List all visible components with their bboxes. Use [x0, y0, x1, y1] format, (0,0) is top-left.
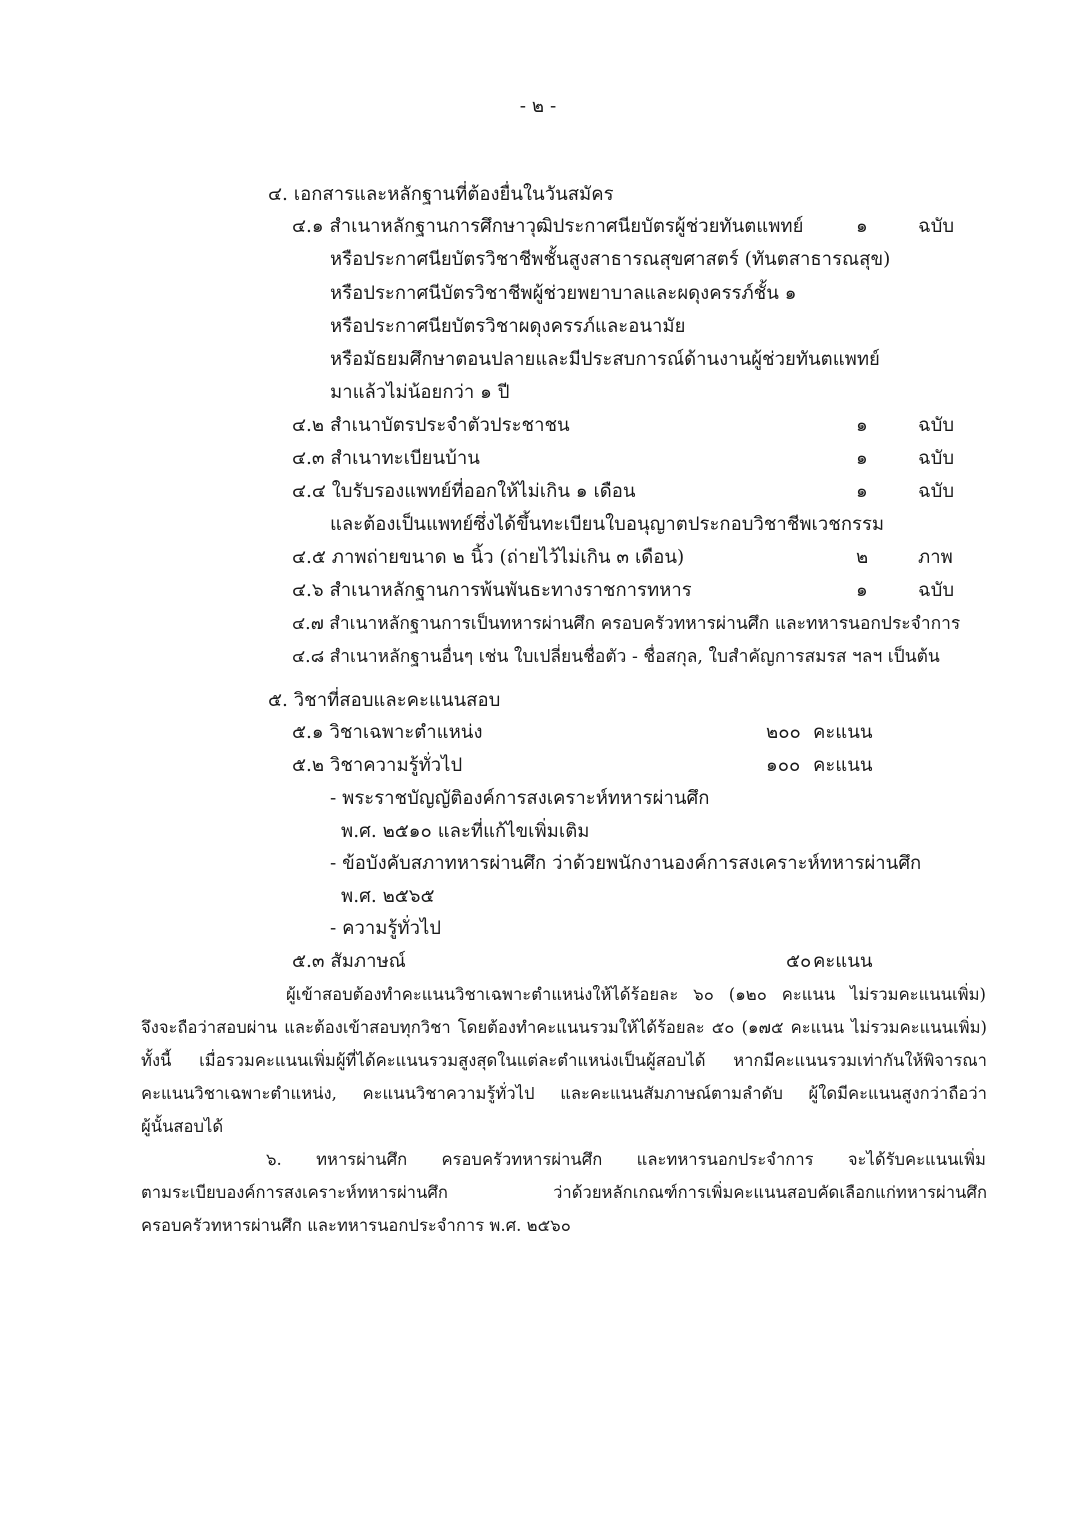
item-5-1-unit: คะแนน [813, 722, 873, 743]
item-5-3-unit: คะแนน [813, 951, 873, 972]
paragraph-line-2: จึงจะถือว่าสอบผ่าน และต้องเข้าสอบทุกวิชา โดยต้องทำคะแนนรวมให้ได้ร้อยละ ๕๐ (๑๗๕ คะแนน ไม่รวมคะแนนเพิ่ม) [141, 1018, 987, 1037]
item-4-1-sub-5: มาแล้วไม่น้อยกว่า ๑ ปี [330, 382, 510, 403]
item-4-6-qty: ๑ [856, 580, 868, 601]
item-4-7-label: ๔.๗ สำเนาหลักฐานการเป็นทหารผ่านศึก ครอบครัวทหารผ่านศึก และทหารนอกประจำการ [292, 614, 961, 634]
item-4-3-qty: ๑ [856, 448, 868, 469]
item-5-2-score: ๑๐๐ [766, 755, 801, 776]
item-4-5-unit: ภาพ [918, 547, 953, 568]
item-4-5-label: ๔.๕ ภาพถ่ายขนาด ๒ นิ้ว (ถ่ายไว้ไม่เกิน ๓ เดือน) [292, 547, 685, 568]
section-5-heading: ๕. วิชาที่สอบและคะแนนสอบ [268, 690, 501, 711]
section-4-heading: ๔. เอกสารและหลักฐานที่ต้องยื่นในวันสมัคร [268, 184, 614, 205]
item-5-2-bullet-3: - ความรู้ทั่วไป [330, 918, 442, 939]
paragraph-line-3: ทั้งนี้ เมื่อรวมคะแนนเพิ่มผู้ที่ได้คะแนนรวมสูงสุดในแต่ละตำแหน่งเป็นผู้สอบได้ หากมีคะแนนรวมเท่ากันให้พิจารณา [141, 1051, 987, 1070]
item-5-2-label: ๕.๒ วิชาความรู้ทั่วไป [292, 755, 463, 776]
item-4-3-label: ๔.๓ สำเนาทะเบียนบ้าน [292, 448, 480, 469]
item-5-2-bullet-1: - พระราชบัญญัติองค์การสงเคราะห์ทหารผ่านศึก [330, 788, 710, 809]
item-4-1-qty: ๑ [856, 216, 868, 237]
item-4-1-label: ๔.๑ สำเนาหลักฐานการศึกษาวุฒิประกาศนียบัตรผู้ช่วยทันตแพทย์ [292, 216, 804, 237]
item-5-3-label: ๕.๓ สัมภาษณ์ [292, 951, 406, 972]
item-4-1-sub-1: หรือประกาศนียบัตรวิชาชีพชั้นสูงสาธารณสุขศาสตร์ (ทันตสาธารณสุข) [330, 249, 891, 270]
item-4-6-label: ๔.๖ สำเนาหลักฐานการพ้นพันธะทางราชการทหาร [292, 580, 692, 601]
item-4-6-unit: ฉบับ [918, 580, 955, 601]
item-4-4-qty: ๑ [856, 481, 868, 502]
item-4-4-unit: ฉบับ [918, 481, 955, 502]
item-4-1-sub-2: หรือประกาศนีบัตรวิชาชีพผู้ช่วยพยาบาลและผดุงครรภ์ชั้น ๑ [330, 283, 797, 304]
item-5-1-score: ๒๐๐ [766, 722, 801, 743]
section-6-line-3: ครอบครัวทหารผ่านศึก และทหารนอกประจำการ พ.ศ. ๒๕๖๐ [141, 1216, 571, 1235]
item-4-2-qty: ๑ [856, 415, 868, 436]
item-4-8-label: ๔.๘ สำเนาหลักฐานอื่นๆ เช่น ใบเปลี่ยนชื่อตัว - ชื่อสกุล, ใบสำคัญการสมรส ฯลฯ เป็นต้น [292, 647, 940, 667]
paragraph-line-5: ผู้นั้นสอบได้ [141, 1117, 224, 1136]
section-6-line-2: ตามระเบียบองค์การสงเคราะห์ทหารผ่านศึก ว่าด้วยหลักเกณฑ์การเพิ่มคะแนนสอบคัดเลือกแก่ทหารผ่านศึก [141, 1183, 987, 1202]
page-number: - ๒ - [519, 96, 557, 117]
item-4-2-unit: ฉบับ [918, 415, 955, 436]
item-5-2-unit: คะแนน [813, 755, 873, 776]
item-4-1-sub-4: หรือมัธยมศึกษาตอนปลายและมีประสบการณ์ด้านงานผู้ช่วยทันตแพทย์ [330, 349, 880, 370]
item-5-2-bullet-2: - ข้อบังคับสภาทหารผ่านศึก ว่าด้วยพนักงานองค์การสงเคราะห์ทหารผ่านศึก [330, 853, 922, 874]
item-4-3-unit: ฉบับ [918, 448, 955, 469]
item-5-2-bullet-1-cont: พ.ศ. ๒๕๑๐ และที่แก้ไขเพิ่มเติม [341, 821, 590, 842]
paragraph-line-1: ผู้เข้าสอบต้องทำคะแนนวิชาเฉพาะตำแหน่งให้ได้ร้อยละ ๖๐ (๑๒๐ คะแนน ไม่รวมคะแนนเพิ่ม) [286, 985, 986, 1004]
item-4-4-label: ๔.๔ ใบรับรองแพทย์ที่ออกให้ไม่เกิน ๑ เดือน [292, 481, 636, 502]
section-6-line-1: ๖. ทหารผ่านศึก ครอบครัวทหารผ่านศึก และทหารนอกประจำการ จะได้รับคะแนนเพิ่ม [266, 1150, 986, 1169]
item-4-1-sub-3: หรือประกาศนียบัตรวิชาผดุงครรภ์และอนามัย [330, 316, 686, 337]
item-4-1-unit: ฉบับ [918, 216, 955, 237]
item-5-1-label: ๕.๑ วิชาเฉพาะตำแหน่ง [292, 722, 483, 743]
paragraph-line-4: คะแนนวิชาเฉพาะตำแหน่ง, คะแนนวิชาความรู้ทั่วไป และคะแนนสัมภาษณ์ตามลำดับ ผู้ใดมีคะแนนสูงกว่าถือว่า [141, 1084, 987, 1103]
item-5-2-bullet-2-cont: พ.ศ. ๒๕๖๕ [341, 886, 435, 907]
item-4-5-qty: ๒ [856, 547, 869, 568]
item-4-2-label: ๔.๒ สำเนาบัตรประจำตัวประชาชน [292, 415, 570, 436]
item-5-3-score: ๕๐ [786, 951, 812, 972]
item-4-4-sub-1: และต้องเป็นแพทย์ซึ่งได้ขึ้นทะเบียนใบอนุญาตประกอบวิชาชีพเวชกรรม [330, 514, 885, 535]
